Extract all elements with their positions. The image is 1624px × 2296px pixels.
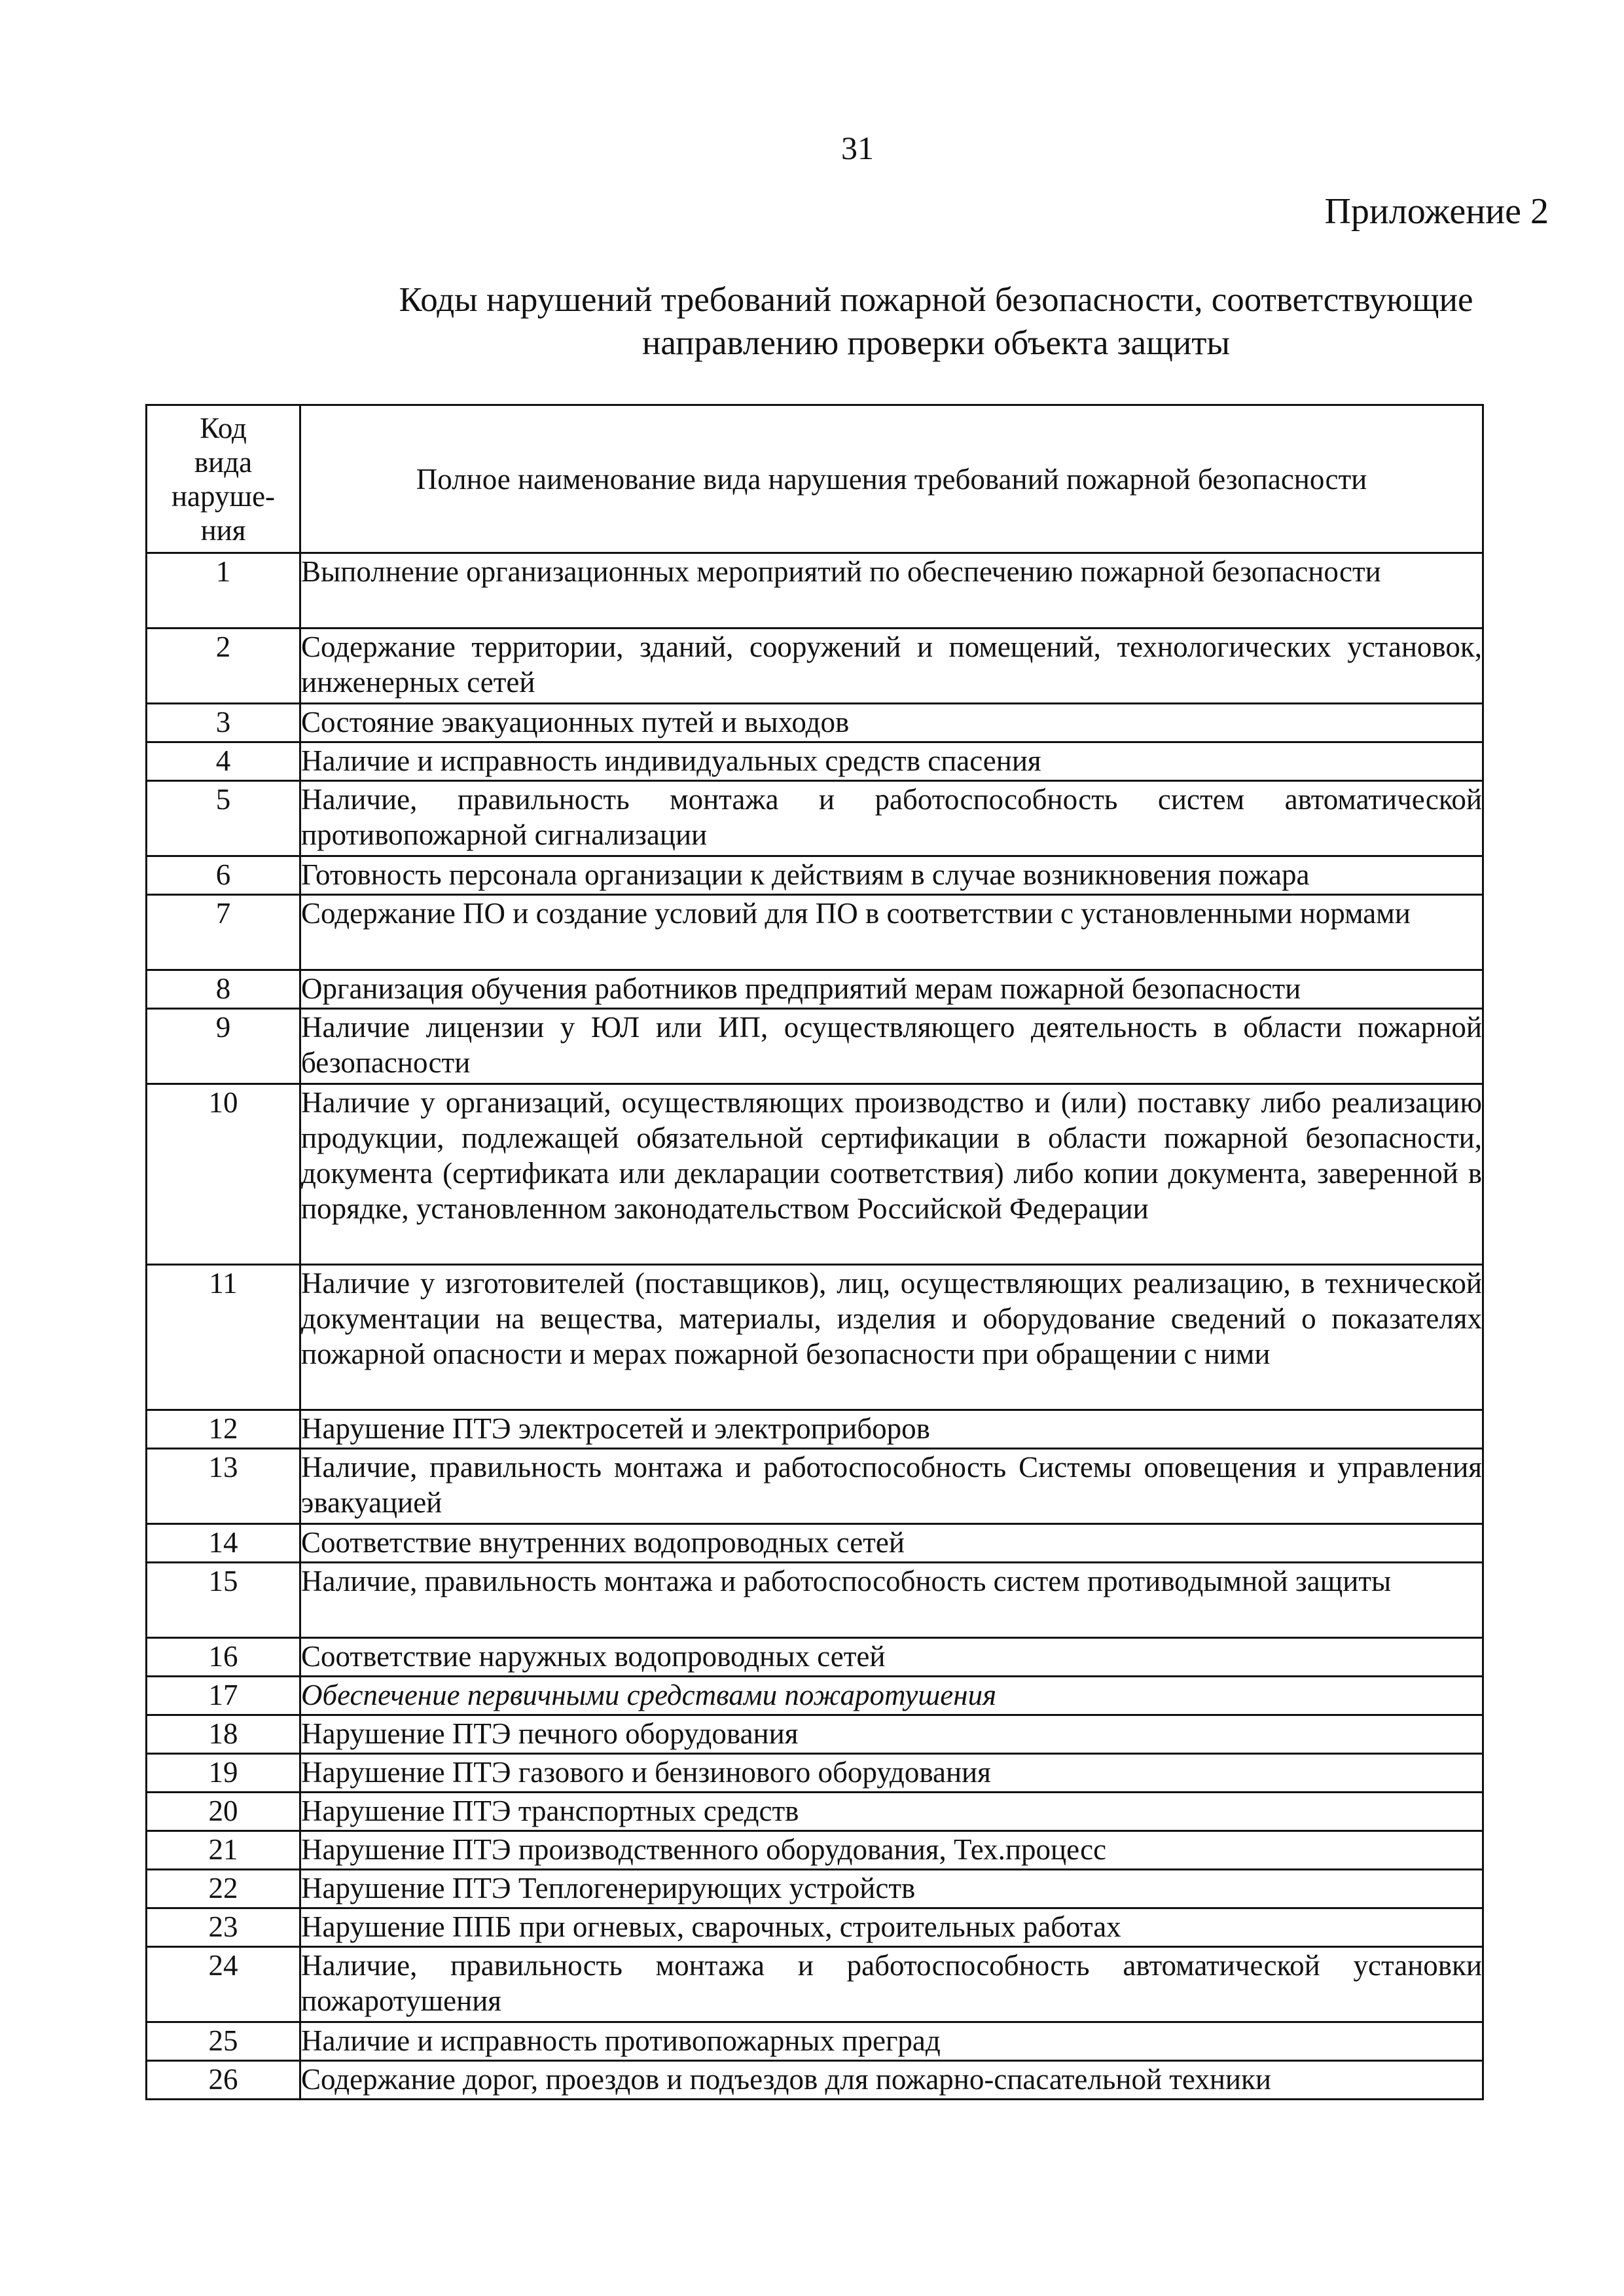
violation-code: 9 (147, 1009, 300, 1084)
violation-description: Нарушение ПТЭ электросетей и электроприборов (300, 1410, 1483, 1449)
violation-description: Обеспечение первичными средствами пожаротушения (300, 1677, 1483, 1715)
violation-description: Состояние эвакуационных путей и выходов (300, 704, 1483, 742)
violation-code: 14 (147, 1524, 300, 1563)
table-row (147, 2061, 1483, 2100)
violation-description: Организация обучения работников предприятий мерам пожарной безопасности (300, 970, 1483, 1009)
table-row (147, 1677, 1483, 1715)
violation-description: Нарушение ПТЭ Теплогенерирующих устройств (300, 1870, 1483, 1908)
table-row (147, 1563, 1483, 1638)
violation-description: Нарушение ПТЭ печного оборудования (300, 1715, 1483, 1754)
violation-description: Нарушение ПТЭ производственного оборудования, Тех.процесс (300, 1831, 1483, 1870)
violation-codes-table (145, 404, 1484, 2100)
table-row (147, 1265, 1483, 1410)
violation-description: Нарушение ППБ при огневых, сварочных, строительных работах (300, 1908, 1483, 1947)
table-row (147, 1084, 1483, 1265)
document-title-line-2: направлению проверки объекта защиты (641, 324, 1231, 362)
violation-code: 3 (147, 704, 300, 742)
violation-code: 24 (147, 1947, 300, 2022)
violation-description: Нарушение ПТЭ транспортных средств (300, 1793, 1483, 1831)
violation-code: 10 (147, 1084, 300, 1265)
violation-description: Наличие, правильность монтажа и работоспособность Системы оповещения и управления эвакуацией (300, 1449, 1483, 1524)
violation-description: Наличие, правильность монтажа и работоспособность автоматической установки пожаротушения (300, 1947, 1483, 2022)
violation-code: 20 (147, 1793, 300, 1831)
violation-description: Выполнение организационных мероприятий по обеспечению пожарной безопасности (300, 553, 1483, 629)
header-description: Полное наименование вида нарушения требований пожарной безопасности (300, 405, 1483, 553)
table-row (147, 856, 1483, 895)
table-row (147, 1715, 1483, 1754)
violation-description: Наличие и исправность противопожарных преград (300, 2022, 1483, 2061)
violation-code: 25 (147, 2022, 300, 2061)
table-row (147, 1524, 1483, 1563)
document-title-line-1: Коды нарушений требований пожарной безопасности, соответствующие (399, 281, 1473, 319)
violation-code: 13 (147, 1449, 300, 1524)
violation-description: Готовность персонала организации к действиям в случае возникновения пожара (300, 856, 1483, 895)
table-row (147, 1410, 1483, 1449)
violation-code: 21 (147, 1831, 300, 1870)
violation-code: 1 (147, 553, 300, 629)
violation-description: Соответствие наружных водопроводных сетей (300, 1638, 1483, 1677)
violation-code: 12 (147, 1410, 300, 1449)
table-row (147, 1908, 1483, 1947)
table-row (147, 781, 1483, 856)
violation-description: Соответствие внутренних водопроводных сетей (300, 1524, 1483, 1563)
table-row (147, 1449, 1483, 1524)
violation-code: 26 (147, 2061, 300, 2100)
table-row (147, 742, 1483, 781)
violation-code: 23 (147, 1908, 300, 1947)
appendix-label: Приложение 2 (1324, 191, 1549, 232)
table-row (147, 553, 1483, 629)
table-row (147, 1831, 1483, 1870)
violation-description: Содержание дорог, проездов и подъездов для пожарно-спасательной техники (300, 2061, 1483, 2100)
header-code-line: наруше- (171, 479, 276, 513)
violation-description: Наличие у организаций, осуществляющих производство и (или) поставку либо реализацию продукции, подлежащей обязательной сертификации в области пожарной безопасности, документа (сертификата или декларации соответствия) либо копии документа, заверенной в порядке, установленном законодательством Российской Федерации (300, 1084, 1483, 1265)
violation-code: 15 (147, 1563, 300, 1638)
header-code-line: ния (200, 513, 246, 547)
violation-description: Содержание территории, зданий, сооружений и помещений, технологических установок, инженерных сетей (300, 629, 1483, 704)
table-row (147, 1638, 1483, 1677)
table-row (147, 970, 1483, 1009)
violation-code: 18 (147, 1715, 300, 1754)
violation-description: Наличие лицензии у ЮЛ или ИП, осуществляющего деятельность в области пожарной безопасности (300, 1009, 1483, 1084)
violation-code: 8 (147, 970, 300, 1009)
violation-description: Наличие и исправность индивидуальных средств спасения (300, 742, 1483, 781)
violation-code: 4 (147, 742, 300, 781)
violation-description: Наличие у изготовителей (поставщиков), лиц, осуществляющих реализацию, в технической документации на вещества, материалы, изделия и оборудование сведений о показателях пожарной опасности и мерах пожарной безопасности при обращении с ними (300, 1265, 1483, 1410)
page-number: 31 (841, 130, 874, 166)
violation-code: 16 (147, 1638, 300, 1677)
violation-code: 5 (147, 781, 300, 856)
violation-description: Наличие, правильность монтажа и работоспособность систем противодымной защиты (300, 1563, 1483, 1638)
violation-code: 22 (147, 1870, 300, 1908)
table-row (147, 895, 1483, 970)
table-row (147, 1009, 1483, 1084)
header-code-line: Код (200, 411, 247, 445)
violation-description: Содержание ПО и создание условий для ПО в соответствии с установленными нормами (300, 895, 1483, 970)
violation-code: 19 (147, 1754, 300, 1793)
table-row (147, 2022, 1483, 2061)
violation-code: 2 (147, 629, 300, 704)
table-row (147, 629, 1483, 704)
header-code-line: вида (194, 445, 253, 479)
violation-code: 7 (147, 895, 300, 970)
table-header-row (147, 405, 1483, 553)
document-title (288, 278, 1584, 365)
table-row (147, 1870, 1483, 1908)
table-row (147, 704, 1483, 742)
violation-description: Нарушение ПТЭ газового и бензинового оборудования (300, 1754, 1483, 1793)
table-row (147, 1754, 1483, 1793)
violation-code: 11 (147, 1265, 300, 1410)
violation-code: 17 (147, 1677, 300, 1715)
table-row (147, 1793, 1483, 1831)
header-code (147, 405, 300, 553)
violation-code: 6 (147, 856, 300, 895)
table-row (147, 1947, 1483, 2022)
violation-description: Наличие, правильность монтажа и работоспособность систем автоматической противопожарной сигнализации (300, 781, 1483, 856)
